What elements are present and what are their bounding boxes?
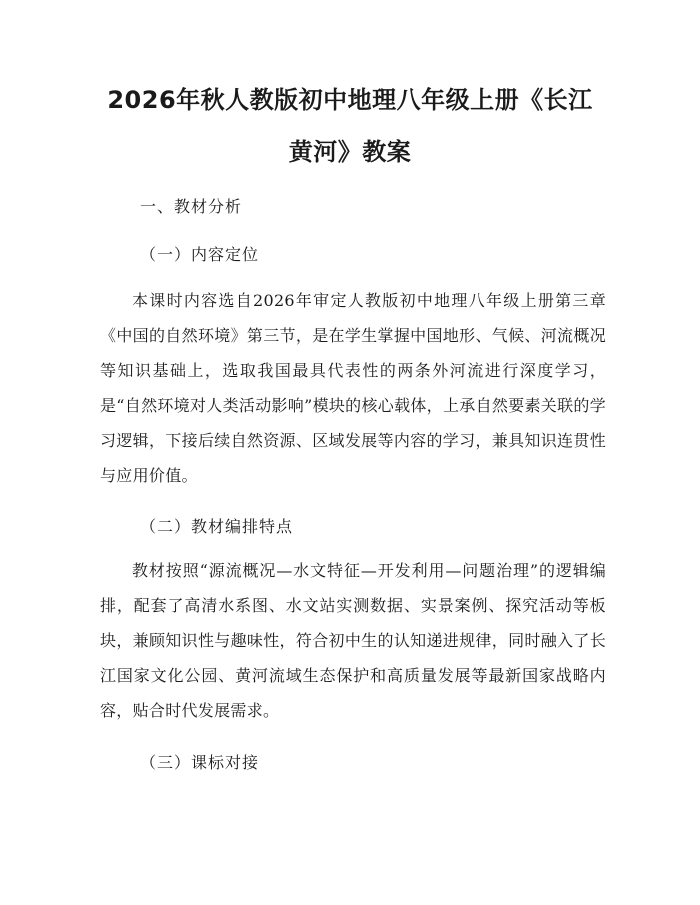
paragraph-textbook-arrangement: 教材按照“源流概况—水文特征—开发利用—问题治理”的逻辑编排，配套了高清水系图、水文站实测数据、实景案例、探究活动等板块，兼顾知识性与趣味性，符合初中生的认知递进规律，同时融入了长江国家文化公园、黄河流域生态保护和高质量发展等最新国家战略内容，贴合时代发展需求。 — [100, 561, 606, 720]
subheading-curriculum-alignment: （三）课标对接 — [140, 753, 260, 772]
paragraph-content-positioning: 本课时内容选自2026年审定人教版初中地理八年级上册第三章《中国的自然环境》第三节，是在学生掌握中国地形、气候、河流概况等知识基础上，选取我国最具代表性的两条外河流进行深度学习，是“自然环境对人类活动影响”模块的核心载体，上承自然要素关联的学习逻辑，下接后续自然资源、区域发展等内容的学习，兼具知识连贯性与应用价值。 — [100, 291, 606, 485]
document-title-line-2: 黄河》教案 — [288, 138, 412, 166]
subheading-textbook-arrangement: （二）教材编排特点 — [140, 517, 294, 536]
document-title-line-1: 2026年秋人教版初中地理八年级上册《长江 — [107, 86, 593, 114]
subheading-content-positioning: （一）内容定位 — [140, 245, 260, 264]
section-heading-textbook-analysis: 一、教材分析 — [140, 197, 243, 216]
